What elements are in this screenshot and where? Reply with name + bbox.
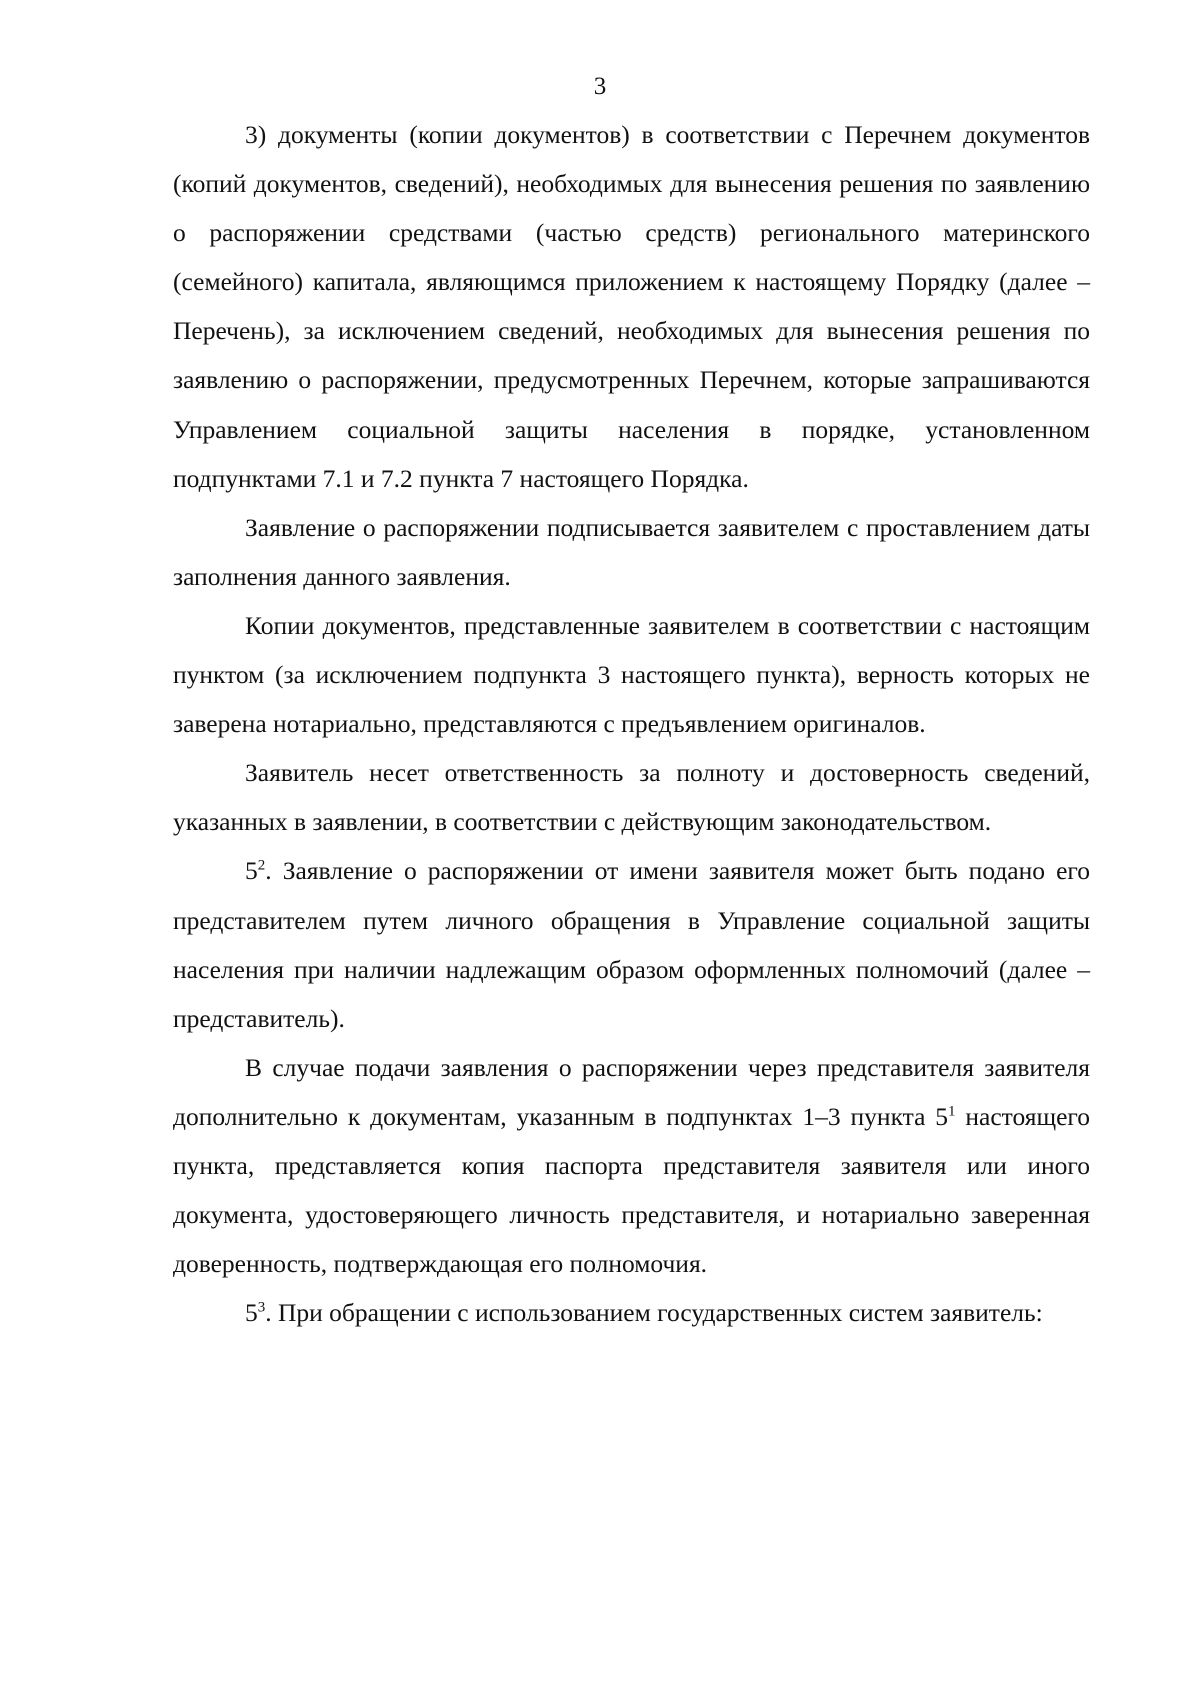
clause-superscript: 3 — [257, 1299, 266, 1316]
clause-superscript: 1 — [948, 1103, 956, 1120]
clause-number: 5 — [245, 1298, 258, 1328]
document-body — [173, 110, 1090, 1337]
paragraph-documents-list: 3) документы (копии документов) в соответствии с Перечнем документов (копий документов, сведений), необходимых для вынесения решения по заявлению о распоряжении средствами (частью средств) регионального материнского (семейного) капитала, являющимся приложением к настоящему Порядку (далее – Перечень), за исключением сведений, необходимых для вынесения решения по заявлению о распоряжении, предусмотренных Перечнем, которые запрашиваются Управлением социальной защиты населения в порядке, установленном подпунктами 7.1 и 7.2 пункта 7 настоящего Порядка. — [173, 120, 1090, 493]
paragraph-representative — [173, 1043, 1090, 1288]
paragraph-copies: Копии документов, представленные заявителем в соответствии с настоящим пунктом (за исключением подпункта 3 настоящего пункта), верность которых не заверена нотариально, представляются с предъявлением оригиналов. — [173, 610, 1090, 739]
clause-superscript: 2 — [257, 857, 266, 874]
clause-text: . При обращении с использованием государственных систем заявитель: — [265, 1298, 1043, 1328]
clause-text: . Заявление о распоряжении от имени заявителя может быть подано его представителем путем личного обращения в Управление социальной защиты населения при наличии надлежащим образом оформленных полномочий (далее – представитель). — [173, 856, 1090, 1033]
paragraph-responsibility: Заявитель несет ответственность за полноту и достоверность сведений, указанных в заявлении, в соответствии с действующим законодательством. — [173, 758, 1090, 837]
paragraph-clause-5-3 — [173, 1288, 1090, 1337]
page-number: 3 — [593, 73, 607, 100]
clause-number: 5 — [245, 856, 258, 886]
paragraph-text-before: В случае подачи заявления о распоряжении через представителя заявителя дополнительно к документам, указанным в подпунктах 1–3 пункта 5 — [173, 1052, 1090, 1131]
paragraph-clause-5-2 — [173, 846, 1090, 1042]
paragraph-text-after: настоящего пункта, представляется копия паспорта представителя заявителя или иного документа, удостоверяющего личность представителя, и нотариально заверенная доверенность, подтверждающая его полномочия. — [173, 1101, 1090, 1279]
paragraph-signature: Заявление о распоряжении подписывается заявителем с проставлением даты заполнения данного заявления. — [173, 512, 1090, 591]
